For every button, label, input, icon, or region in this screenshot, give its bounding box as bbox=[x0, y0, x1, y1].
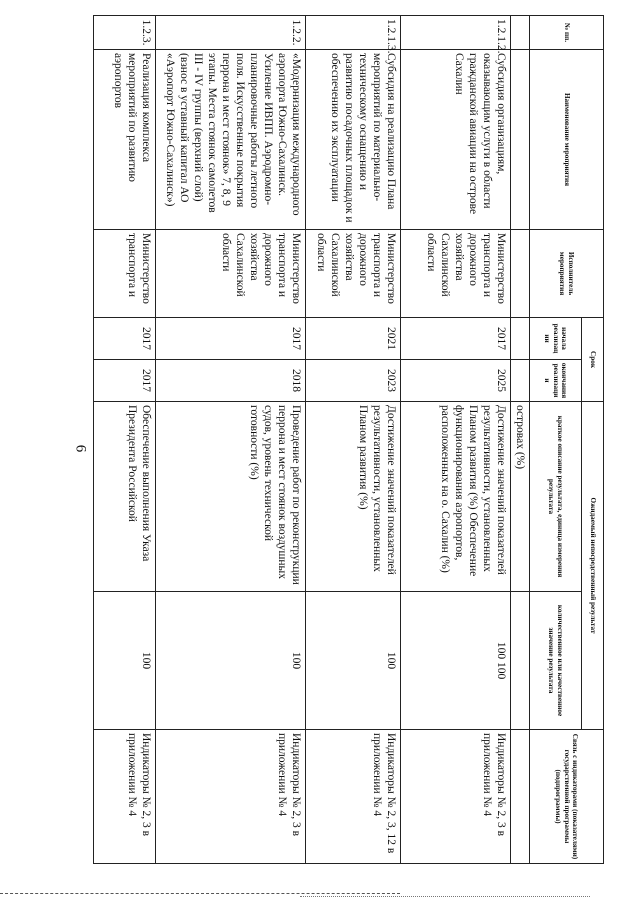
cell-name: Реализация комплекса мероприятий по развитию аэропортов bbox=[93, 50, 155, 230]
cell-executor: Министерство транспорта и дорожного хозяйства Сахалинской области bbox=[305, 230, 400, 318]
cell-num: 1.2.3. bbox=[93, 16, 155, 50]
table-row bbox=[400, 16, 510, 864]
header-start: начала реализац ии bbox=[530, 318, 582, 360]
cell-desc: островах (%) bbox=[510, 402, 529, 592]
header-executor: Исполнитель мероприятия bbox=[530, 230, 604, 318]
cell-link: Индикаторы № 2, 3 в приложении № 4 bbox=[93, 730, 155, 864]
header-num: № пп. bbox=[530, 16, 604, 50]
cell-end: 2017 bbox=[93, 360, 155, 402]
table-row bbox=[93, 16, 155, 864]
cell-executor: Министерство транспорта и дорожного хозяйства Сахалинской области bbox=[400, 230, 510, 318]
cell-link: Индикаторы № 2, 3 в приложении № 4 bbox=[400, 730, 510, 864]
cell-start: 2017 bbox=[400, 318, 510, 360]
cell-end: 2025 bbox=[400, 360, 510, 402]
scan-artifact-line bbox=[0, 893, 400, 894]
cell-end: 2018 bbox=[155, 360, 305, 402]
table-row bbox=[155, 16, 305, 864]
header-end: окончания реализаци и bbox=[530, 360, 582, 402]
cell-start: 2017 bbox=[155, 318, 305, 360]
header-value: количественное или качественное значение результата bbox=[530, 592, 582, 730]
cell-value: 100 bbox=[155, 592, 305, 730]
activities-table bbox=[93, 15, 604, 864]
cell-desc: Обеспечение выполнения Указа Президента Российской bbox=[93, 402, 155, 592]
cell-value: 100 100 bbox=[400, 592, 510, 730]
table-row-continuation bbox=[510, 16, 529, 864]
cell-executor: Министерство транспорта и дорожного хозяйства Сахалинской области bbox=[155, 230, 305, 318]
header-term: Срок bbox=[582, 318, 604, 402]
cell-desc: Проведение работ по реконструкции перрона и мест стоянок воздушных судов, уровень технической готовности (%) bbox=[155, 402, 305, 592]
cell-num: 1.2.1.2. bbox=[400, 16, 510, 50]
cell-desc: Достижение значений показателей результативности, установленных Планом развития (%) Обеспечение функционирования аэропортов, расположенных на о. Сахалин (%) bbox=[400, 402, 510, 592]
cell-num: 1.2.2. bbox=[155, 16, 305, 50]
cell-value: 100 bbox=[305, 592, 400, 730]
cell-name: Субсидия на реализацию Плана мероприятий по материально-техническому оснащению и развитию посадочных площадок и обеспечению их эксплуатации bbox=[305, 50, 400, 230]
cell-num: 1.2.1.3. bbox=[305, 16, 400, 50]
cell-name: «Модернизация международного аэропорта Южно-Сахалинск. Усиление ИВПП. Аэродромно-планировочные работы летного поля. Искусственные покрытия перрона и мест стоянок» 7, 8, 9 этапы. Места стоянок самолетов III - IV группы (верхний слой) (взнос в уставный капитал АО «Аэропорт Южно-Сахалинск») bbox=[155, 50, 305, 230]
cell-name: Субсидия организациям, оказывающим услуги в области гражданской авиации на острове Сахалин bbox=[400, 50, 510, 230]
cell-end: 2023 bbox=[305, 360, 400, 402]
cell-start: 2021 bbox=[305, 318, 400, 360]
table-container bbox=[94, 15, 604, 863]
cell-link: Индикаторы № 2, 3 в приложении № 4 bbox=[155, 730, 305, 864]
cell-start: 2017 bbox=[93, 318, 155, 360]
scan-artifact-line bbox=[300, 896, 590, 897]
cell-link: Индикаторы № 2, 3, 12 в приложении № 4 bbox=[305, 730, 400, 864]
header-name: Наименование мероприятия bbox=[530, 50, 604, 230]
header-expected: Ожидаемый непосредственный результат bbox=[582, 402, 604, 730]
cell-desc: Достижение значений показателей результативности, установленных Планом развития (%) bbox=[305, 402, 400, 592]
cell-value: 100 bbox=[93, 592, 155, 730]
header-desc: краткое описание результата, единица измерения результата bbox=[530, 402, 582, 592]
cell-executor: Министерство транспорта и bbox=[93, 230, 155, 318]
table-row bbox=[305, 16, 400, 864]
header-link: Связь с индикаторами (показателями) государственной программы (подпрограммы) bbox=[530, 730, 604, 864]
page-number: 6 bbox=[72, 444, 89, 453]
